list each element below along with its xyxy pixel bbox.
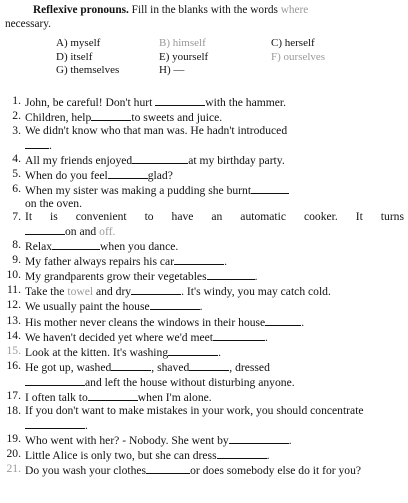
option-d: D) itself <box>56 50 93 63</box>
item-number: 21. <box>6 461 21 475</box>
item-number: 19. <box>6 431 21 445</box>
item-text-part: . <box>266 448 270 462</box>
option-a: A) myself <box>56 37 101 49</box>
exercise-item <box>4 95 404 110</box>
instructions-text: Fill in the blanks with the words <box>131 4 278 16</box>
item-text <box>25 110 404 125</box>
blank-line[interactable] <box>131 284 181 295</box>
item-text-part: It is convenient to have an automatic cooker. It turns <box>25 210 404 224</box>
blank-line[interactable] <box>207 269 255 280</box>
item-number: 10. <box>6 268 21 282</box>
item-number: 8. <box>12 238 21 252</box>
item-text <box>25 239 404 254</box>
item-text-part: to sweets and juice. <box>131 111 223 125</box>
item-text-part: , dressed <box>229 360 270 374</box>
item-text-part: John, be careful! Don't hurt <box>25 96 153 109</box>
item-text <box>25 330 404 345</box>
blank-line[interactable] <box>25 418 85 429</box>
item-number: 18. <box>6 403 21 417</box>
item-text-part: or does somebody else do it for you? <box>190 463 362 477</box>
exercise-item <box>4 211 404 239</box>
exercise-item <box>4 284 404 299</box>
item-text-part: My grandparents grow their vegetables <box>25 270 207 284</box>
item-text <box>25 254 404 269</box>
option-h: H) — <box>159 64 185 76</box>
exercise-item <box>4 299 404 314</box>
item-number: 1. <box>12 94 21 107</box>
item-text <box>25 168 404 183</box>
exercise-item <box>4 183 404 211</box>
item-number: 2. <box>12 109 21 123</box>
item-text-part: at my birthday party. <box>188 154 285 168</box>
item-text-part: I often talk to <box>25 390 88 404</box>
exercise-item <box>4 405 404 433</box>
item-number: 15. <box>6 343 21 357</box>
item-text-part: We haven't decided yet where we'd meet <box>25 330 214 344</box>
exercise-item <box>4 448 404 463</box>
item-number: 13. <box>6 313 21 327</box>
answer-options <box>56 37 361 78</box>
item-text-part: , shaved <box>151 360 190 374</box>
blank-line[interactable] <box>168 345 218 356</box>
blank-line[interactable] <box>265 315 301 326</box>
instructions-line2: necessary. <box>5 18 51 30</box>
blank-line[interactable] <box>25 375 85 386</box>
item-number: 7. <box>12 210 21 224</box>
exercise-item <box>4 153 404 168</box>
item-text-part: . <box>85 418 88 432</box>
blank-line[interactable] <box>213 330 265 341</box>
item-text <box>25 405 404 433</box>
item-text-part: If you don't want to make mistakes in your work, you should concentrate <box>25 403 364 417</box>
item-text <box>25 433 404 448</box>
item-text <box>25 299 404 314</box>
item-text-part: . <box>224 255 227 269</box>
item-text-part: My father always repairs his car <box>25 255 175 269</box>
item-text-part: All my friends enjoyed <box>25 154 133 168</box>
blank-line[interactable] <box>174 254 224 265</box>
item-number: 11. <box>6 283 21 297</box>
item-text-part: When my sister was making a pudding she burnt <box>25 184 252 198</box>
item-text-part: . <box>288 433 292 447</box>
blank-line[interactable] <box>25 224 65 235</box>
item-text-part: . <box>218 345 222 359</box>
exercise-item <box>4 125 404 153</box>
item-text <box>25 211 404 239</box>
exercise-item <box>4 110 404 125</box>
item-text <box>25 360 404 390</box>
item-text-part: Take the <box>25 285 65 299</box>
item-number: 20. <box>6 446 21 460</box>
item-text <box>25 125 404 153</box>
blank-line[interactable] <box>111 360 151 371</box>
item-text-part: when you dance. <box>100 240 179 254</box>
blank-line[interactable] <box>189 360 229 371</box>
item-number: 17. <box>6 388 21 402</box>
item-text-part: and dry <box>96 285 132 299</box>
item-text-part: . <box>49 138 52 152</box>
blank-line[interactable] <box>88 390 138 401</box>
exercise-item <box>4 239 404 254</box>
item-text-part: . <box>199 300 203 314</box>
item-text-part: His mother never cleans the windows in their house <box>25 315 266 329</box>
item-text-part: with the hammer. <box>205 96 287 109</box>
option-g: G) themselves <box>56 64 120 76</box>
exercise-list <box>4 95 404 478</box>
item-text-part: . <box>301 315 305 329</box>
blank-line[interactable] <box>108 168 148 179</box>
exercise-item <box>4 168 404 183</box>
item-text-part: We didn't know who that man was. He hadn't introduced <box>25 124 288 138</box>
blank-line[interactable] <box>150 299 200 310</box>
exercise-item <box>4 360 404 390</box>
item-text-part: We usually paint the house <box>25 300 150 314</box>
options-row <box>56 51 361 65</box>
blank-line[interactable] <box>132 153 188 164</box>
item-text-part: on and <box>65 224 97 238</box>
item-text-part: Look at the kitten. It's washing <box>25 345 169 359</box>
item-text <box>25 284 404 299</box>
option-c: C) herself <box>271 37 315 49</box>
item-text-part: when I'm alone. <box>137 390 212 404</box>
blank-line[interactable] <box>155 95 205 106</box>
blank-line[interactable] <box>229 433 289 444</box>
item-text-part: Do you wash your clothes <box>25 463 147 477</box>
exercise-item <box>4 330 404 345</box>
item-text-part: . It's windy, you may catch cold. <box>181 285 331 299</box>
item-text-part: Children, help <box>25 111 92 125</box>
item-number: 6. <box>12 182 21 196</box>
blank-line[interactable] <box>251 183 289 194</box>
item-faded-word: towel <box>67 285 94 299</box>
option-b: B) himself <box>159 37 206 49</box>
options-row <box>56 64 361 78</box>
item-text <box>25 183 404 211</box>
item-text-part: When do you feel <box>25 169 108 183</box>
options-row <box>56 37 361 51</box>
item-text <box>25 345 404 360</box>
exercise-item <box>4 463 404 478</box>
item-number: 3. <box>12 124 21 138</box>
instructions-heading: Reflexive pronouns. <box>33 4 129 16</box>
instructions <box>5 3 403 31</box>
item-text-part: Relax <box>25 240 53 254</box>
blank-line[interactable] <box>146 463 190 474</box>
item-number: 14. <box>6 328 21 342</box>
item-number: 16. <box>6 358 21 372</box>
item-text-part: and left the house without disturbing anyone. <box>85 375 295 389</box>
item-faded-word: off. <box>99 224 116 238</box>
blank-line[interactable] <box>217 448 267 459</box>
item-number: 4. <box>12 152 21 166</box>
item-text <box>25 390 404 405</box>
item-text <box>25 95 404 110</box>
item-text <box>25 153 404 168</box>
item-text-part: Who went with her? - Nobody. She went by <box>25 433 229 447</box>
instructions-faded-word: where <box>280 4 309 16</box>
exercise-item <box>4 269 404 284</box>
exercise-item <box>4 433 404 448</box>
option-f: F) ourselves <box>271 50 326 63</box>
item-text <box>25 269 404 284</box>
item-text-part: He got up, washed <box>25 360 112 374</box>
blank-line[interactable] <box>52 239 100 250</box>
item-text-part: . <box>254 270 258 284</box>
exercise-item <box>4 315 404 330</box>
item-text-part: Little Alice is only two, but she can dress <box>25 448 217 462</box>
item-text <box>25 315 404 330</box>
exercise-item <box>4 345 404 360</box>
item-number: 5. <box>12 167 21 181</box>
item-text <box>25 463 404 478</box>
exercise-item <box>4 254 404 269</box>
item-text-part: glad? <box>147 169 173 183</box>
item-number: 9. <box>12 253 21 267</box>
item-number: 12. <box>6 298 21 312</box>
item-text <box>25 448 404 463</box>
blank-line[interactable] <box>91 110 131 121</box>
item-text-part: . <box>265 330 268 344</box>
option-e: E) yourself <box>159 50 209 63</box>
item-text-part: on the oven. <box>25 197 82 211</box>
blank-line[interactable] <box>25 138 49 149</box>
exercise-item <box>4 390 404 405</box>
